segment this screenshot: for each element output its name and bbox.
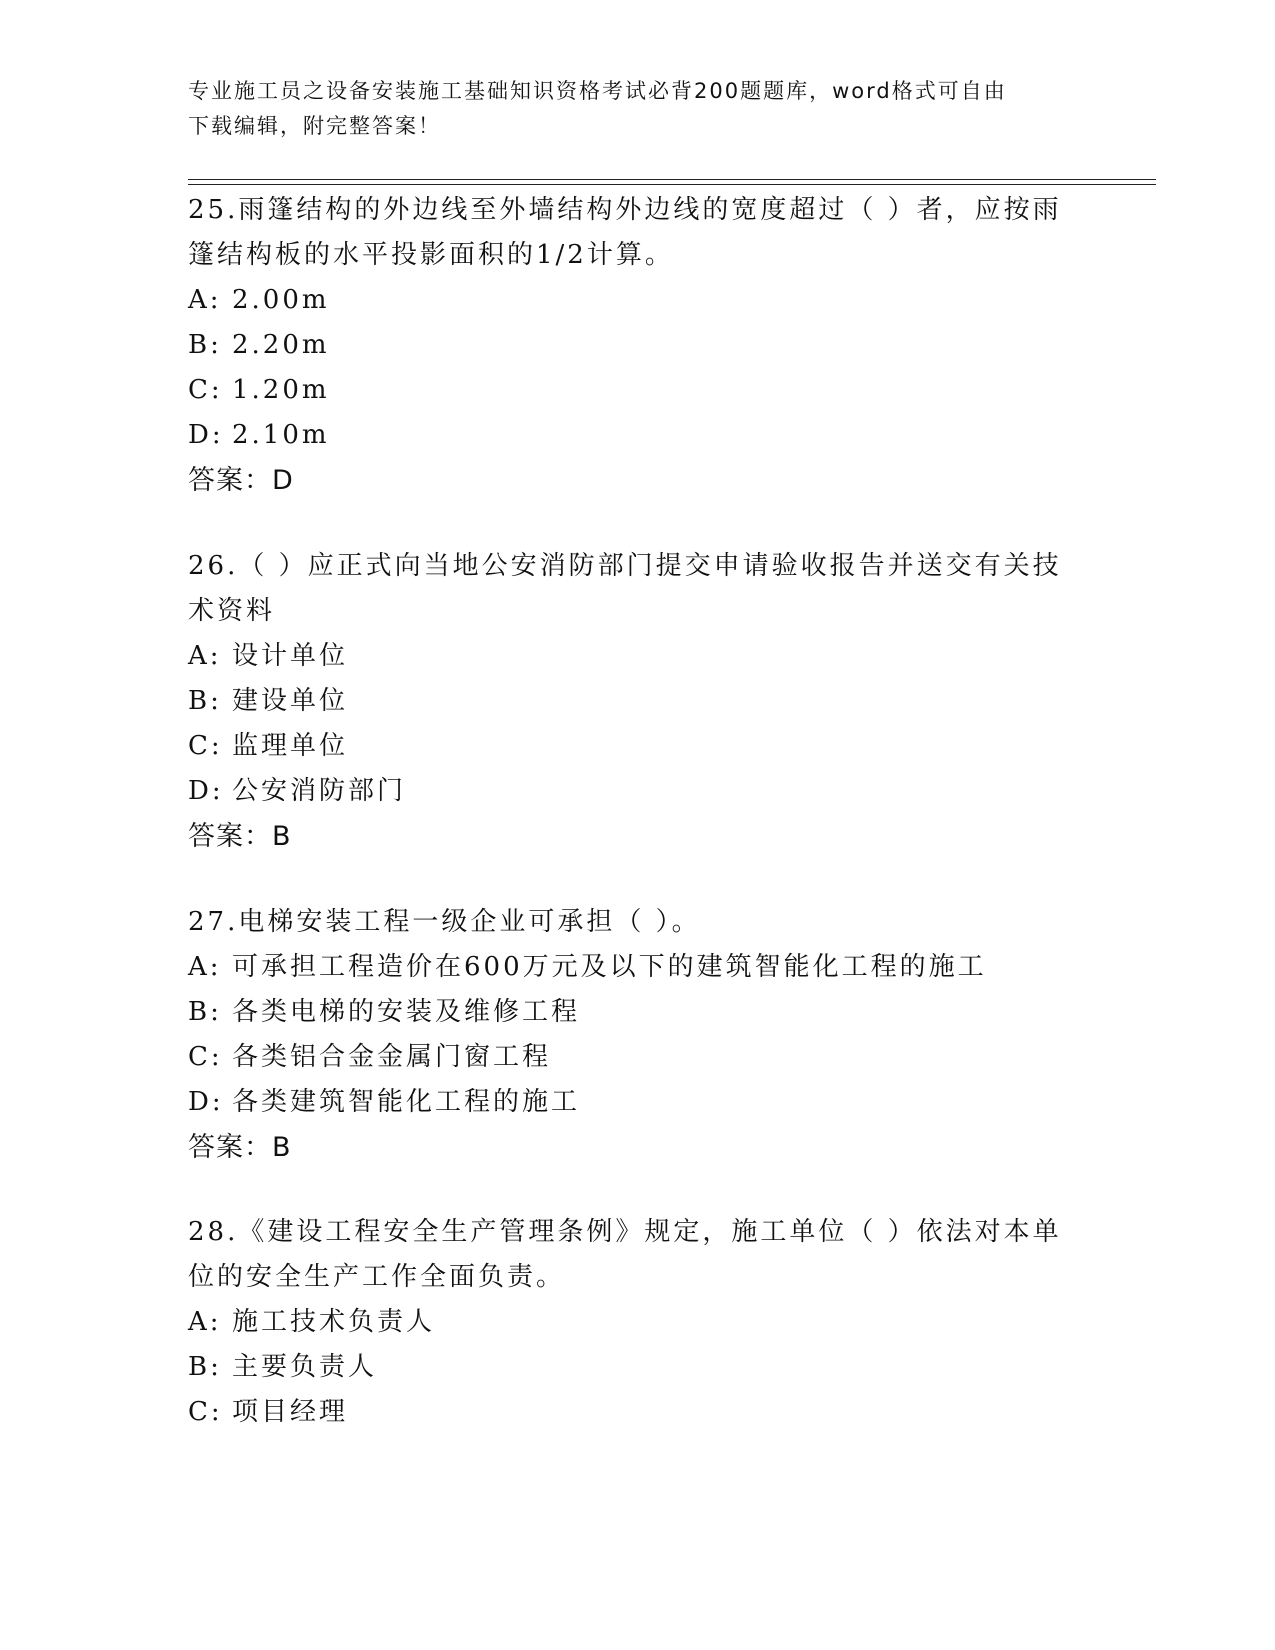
option-text: 各类铝合金金属门窗工程 — [232, 1042, 552, 1072]
question-26 — [188, 544, 1068, 859]
question-title — [188, 188, 1068, 278]
option-letter: D: — [188, 1087, 224, 1117]
option-a — [188, 945, 1068, 990]
option-c — [188, 1390, 1068, 1435]
option-a — [188, 634, 1068, 679]
option-letter: D: — [188, 420, 224, 450]
question-title — [188, 1210, 1068, 1300]
option-text: 主要负责人 — [232, 1352, 378, 1382]
option-letter: A: — [188, 1307, 222, 1337]
option-letter: B: — [188, 330, 222, 360]
option-letter: B: — [188, 997, 222, 1027]
option-a — [188, 278, 1068, 323]
header-divider-bottom — [188, 184, 1156, 185]
option-b — [188, 990, 1068, 1035]
option-letter: A: — [188, 285, 222, 315]
option-letter: A: — [188, 641, 222, 671]
question-title-line: 26.（ ）应正式向当地公安消防部门提交申请验收报告并送交有关技 — [188, 551, 1062, 581]
header-line-2: 下载编辑，附完整答案！ — [188, 114, 441, 138]
option-text: 各类电梯的安装及维修工程 — [232, 997, 581, 1027]
option-c — [188, 724, 1068, 769]
question-title-line: 位的安全生产工作全面负责。 — [188, 1262, 566, 1292]
question-25 — [188, 188, 1068, 503]
question-title-line: 27.电梯安装工程一级企业可承担（ ）。 — [188, 907, 701, 937]
option-letter: C: — [188, 731, 223, 761]
option-text: 可承担工程造价在600万元及以下的建筑智能化工程的施工 — [232, 952, 987, 982]
option-letter: C: — [188, 1397, 223, 1427]
option-c — [188, 368, 1068, 413]
option-c — [188, 1035, 1068, 1080]
option-text: 2.00m — [232, 285, 330, 315]
question-title-line: 篷结构板的水平投影面积的1/2计算。 — [188, 240, 674, 270]
option-d — [188, 1080, 1068, 1125]
option-letter: C: — [188, 375, 223, 405]
option-text: 监理单位 — [232, 731, 349, 761]
question-title — [188, 544, 1068, 634]
option-b — [188, 1345, 1068, 1390]
option-text: 项目经理 — [232, 1397, 349, 1427]
option-text: 2.10m — [232, 420, 330, 450]
option-text: 1.20m — [232, 375, 330, 405]
question-title — [188, 900, 1068, 945]
option-a — [188, 1300, 1068, 1345]
option-letter: A: — [188, 952, 222, 982]
question-title-line: 术资料 — [188, 596, 276, 626]
option-d — [188, 769, 1068, 814]
option-text: 建设单位 — [232, 686, 349, 716]
option-text: 设计单位 — [232, 641, 349, 671]
option-letter: D: — [188, 776, 224, 806]
option-b — [188, 679, 1068, 724]
option-letter: B: — [188, 686, 222, 716]
option-text: 2.20m — [232, 330, 330, 360]
answer-line: 答案：D — [188, 465, 294, 496]
answer-line: 答案：B — [188, 821, 292, 852]
option-text: 施工技术负责人 — [232, 1307, 436, 1337]
header-line-1: 专业施工员之设备安装施工基础知识资格考试必背200题题库，word格式可自由 — [188, 79, 1007, 103]
option-letter: B: — [188, 1352, 222, 1382]
option-b — [188, 323, 1068, 368]
document-header — [188, 74, 1068, 144]
option-d — [188, 413, 1068, 458]
header-divider-top — [188, 179, 1156, 180]
question-title-line: 28.《建设工程安全生产管理条例》规定，施工单位（ ）依法对本单 — [188, 1217, 1062, 1247]
answer-line: 答案：B — [188, 1132, 292, 1163]
option-text: 公安消防部门 — [232, 776, 407, 806]
question-28 — [188, 1210, 1068, 1435]
question-27 — [188, 900, 1068, 1170]
option-letter: C: — [188, 1042, 223, 1072]
option-text: 各类建筑智能化工程的施工 — [232, 1087, 581, 1117]
question-title-line: 25.雨篷结构的外边线至外墙结构外边线的宽度超过（ ）者，应按雨 — [188, 195, 1062, 225]
